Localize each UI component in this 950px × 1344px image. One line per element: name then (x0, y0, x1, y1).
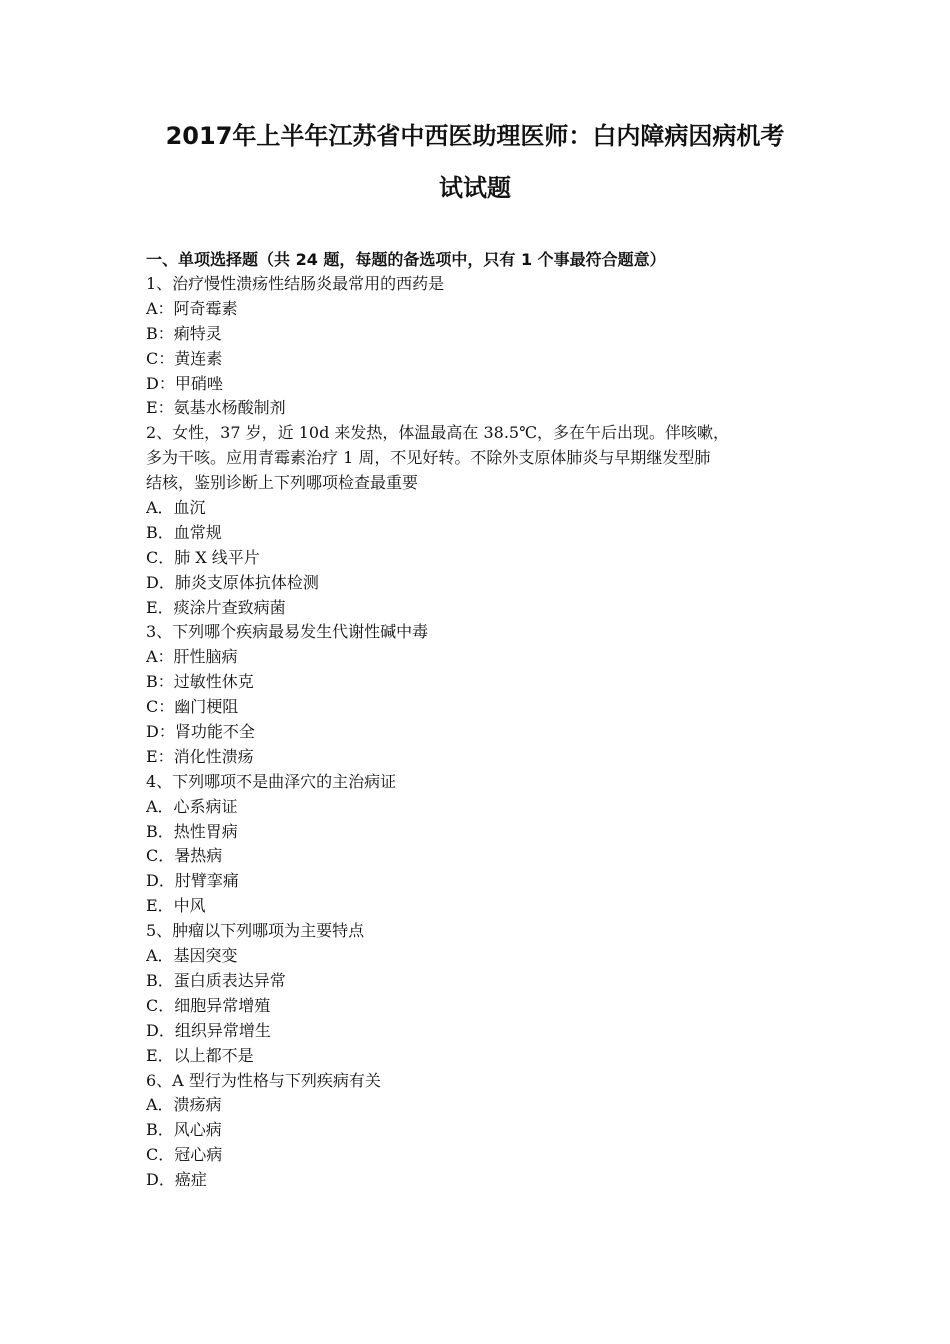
question-stem: 多为干咳。应用青霉素治疗 1 周，不见好转。不除外支原体肺炎与早期继发型肺 (146, 448, 711, 468)
answer-option: E．中风 (146, 896, 206, 916)
answer-option: C．细胞异常增殖 (146, 995, 271, 1015)
question-4 (146, 770, 814, 919)
question-1 (146, 272, 814, 421)
question-3 (146, 620, 814, 769)
answer-option: B：过敏性休克 (146, 672, 254, 692)
answer-option: E：氨基水杨酸制剂 (146, 398, 286, 418)
document-title-line-1: 2017年上半年江苏省中西医助理医师：白内障病因病机考 (165, 122, 785, 150)
answer-option: C．暑热病 (146, 846, 223, 866)
answer-option: A．血沉 (146, 498, 206, 518)
answer-option: C．肺 X 线平片 (146, 547, 260, 567)
question-stem: 5、肿瘤以下列哪项为主要特点 (146, 921, 365, 941)
question-2 (146, 421, 814, 620)
answer-option: D．组织异常增生 (146, 1020, 271, 1040)
answer-option: A．心系病证 (146, 796, 238, 816)
question-list (146, 272, 814, 1193)
answer-option: A．溃疡病 (146, 1095, 222, 1115)
answer-option: C．冠心病 (146, 1145, 223, 1165)
question-stem: 6、A 型行为性格与下列疾病有关 (146, 1070, 381, 1090)
answer-option: E．以上都不是 (146, 1045, 254, 1065)
answer-option: C：黄连素 (146, 348, 223, 368)
answer-option: D．癌症 (146, 1170, 207, 1190)
answer-option: B．热性胃病 (146, 821, 238, 841)
answer-option: D．肺炎支原体抗体检测 (146, 572, 319, 592)
question-stem: 2、女性，37 岁，近 10d 来发热，体温最高在 38.5℃，多在午后出现。伴咳嗽， (146, 423, 730, 443)
answer-option: B．风心病 (146, 1120, 222, 1140)
answer-option: D：肾功能不全 (146, 722, 255, 742)
answer-option: D：甲硝唑 (146, 373, 223, 393)
question-6 (146, 1069, 814, 1193)
question-stem: 3、下列哪个疾病最易发生代谢性碱中毒 (146, 622, 429, 642)
answer-option: E：消化性溃疡 (146, 746, 254, 766)
answer-option: B．血常规 (146, 522, 222, 542)
answer-option: A：肝性脑病 (146, 647, 238, 667)
answer-option: C：幽门梗阻 (146, 697, 239, 717)
answer-option: E．痰涂片查致病菌 (146, 597, 286, 617)
answer-option: B：痢特灵 (146, 323, 222, 343)
question-stem: 4、下列哪项不是曲泽穴的主治病证 (146, 771, 397, 791)
answer-option: A：阿奇霉素 (146, 298, 238, 318)
answer-option: B．蛋白质表达异常 (146, 970, 286, 990)
answer-option: D．肘臂挛痛 (146, 871, 239, 891)
answer-option: A．基因突变 (146, 946, 238, 966)
section-heading: 一、单项选择题（共 24 题，每题的备选项中，只有 1 个事最符合题意） (146, 250, 666, 269)
document-title-line-2: 试试题 (439, 174, 511, 202)
question-stem: 1、治疗慢性溃疡性结肠炎最常用的西药是 (146, 274, 445, 293)
question-stem: 结核，鉴别诊断上下列哪项检查最重要 (146, 473, 419, 493)
question-5 (146, 919, 814, 1068)
